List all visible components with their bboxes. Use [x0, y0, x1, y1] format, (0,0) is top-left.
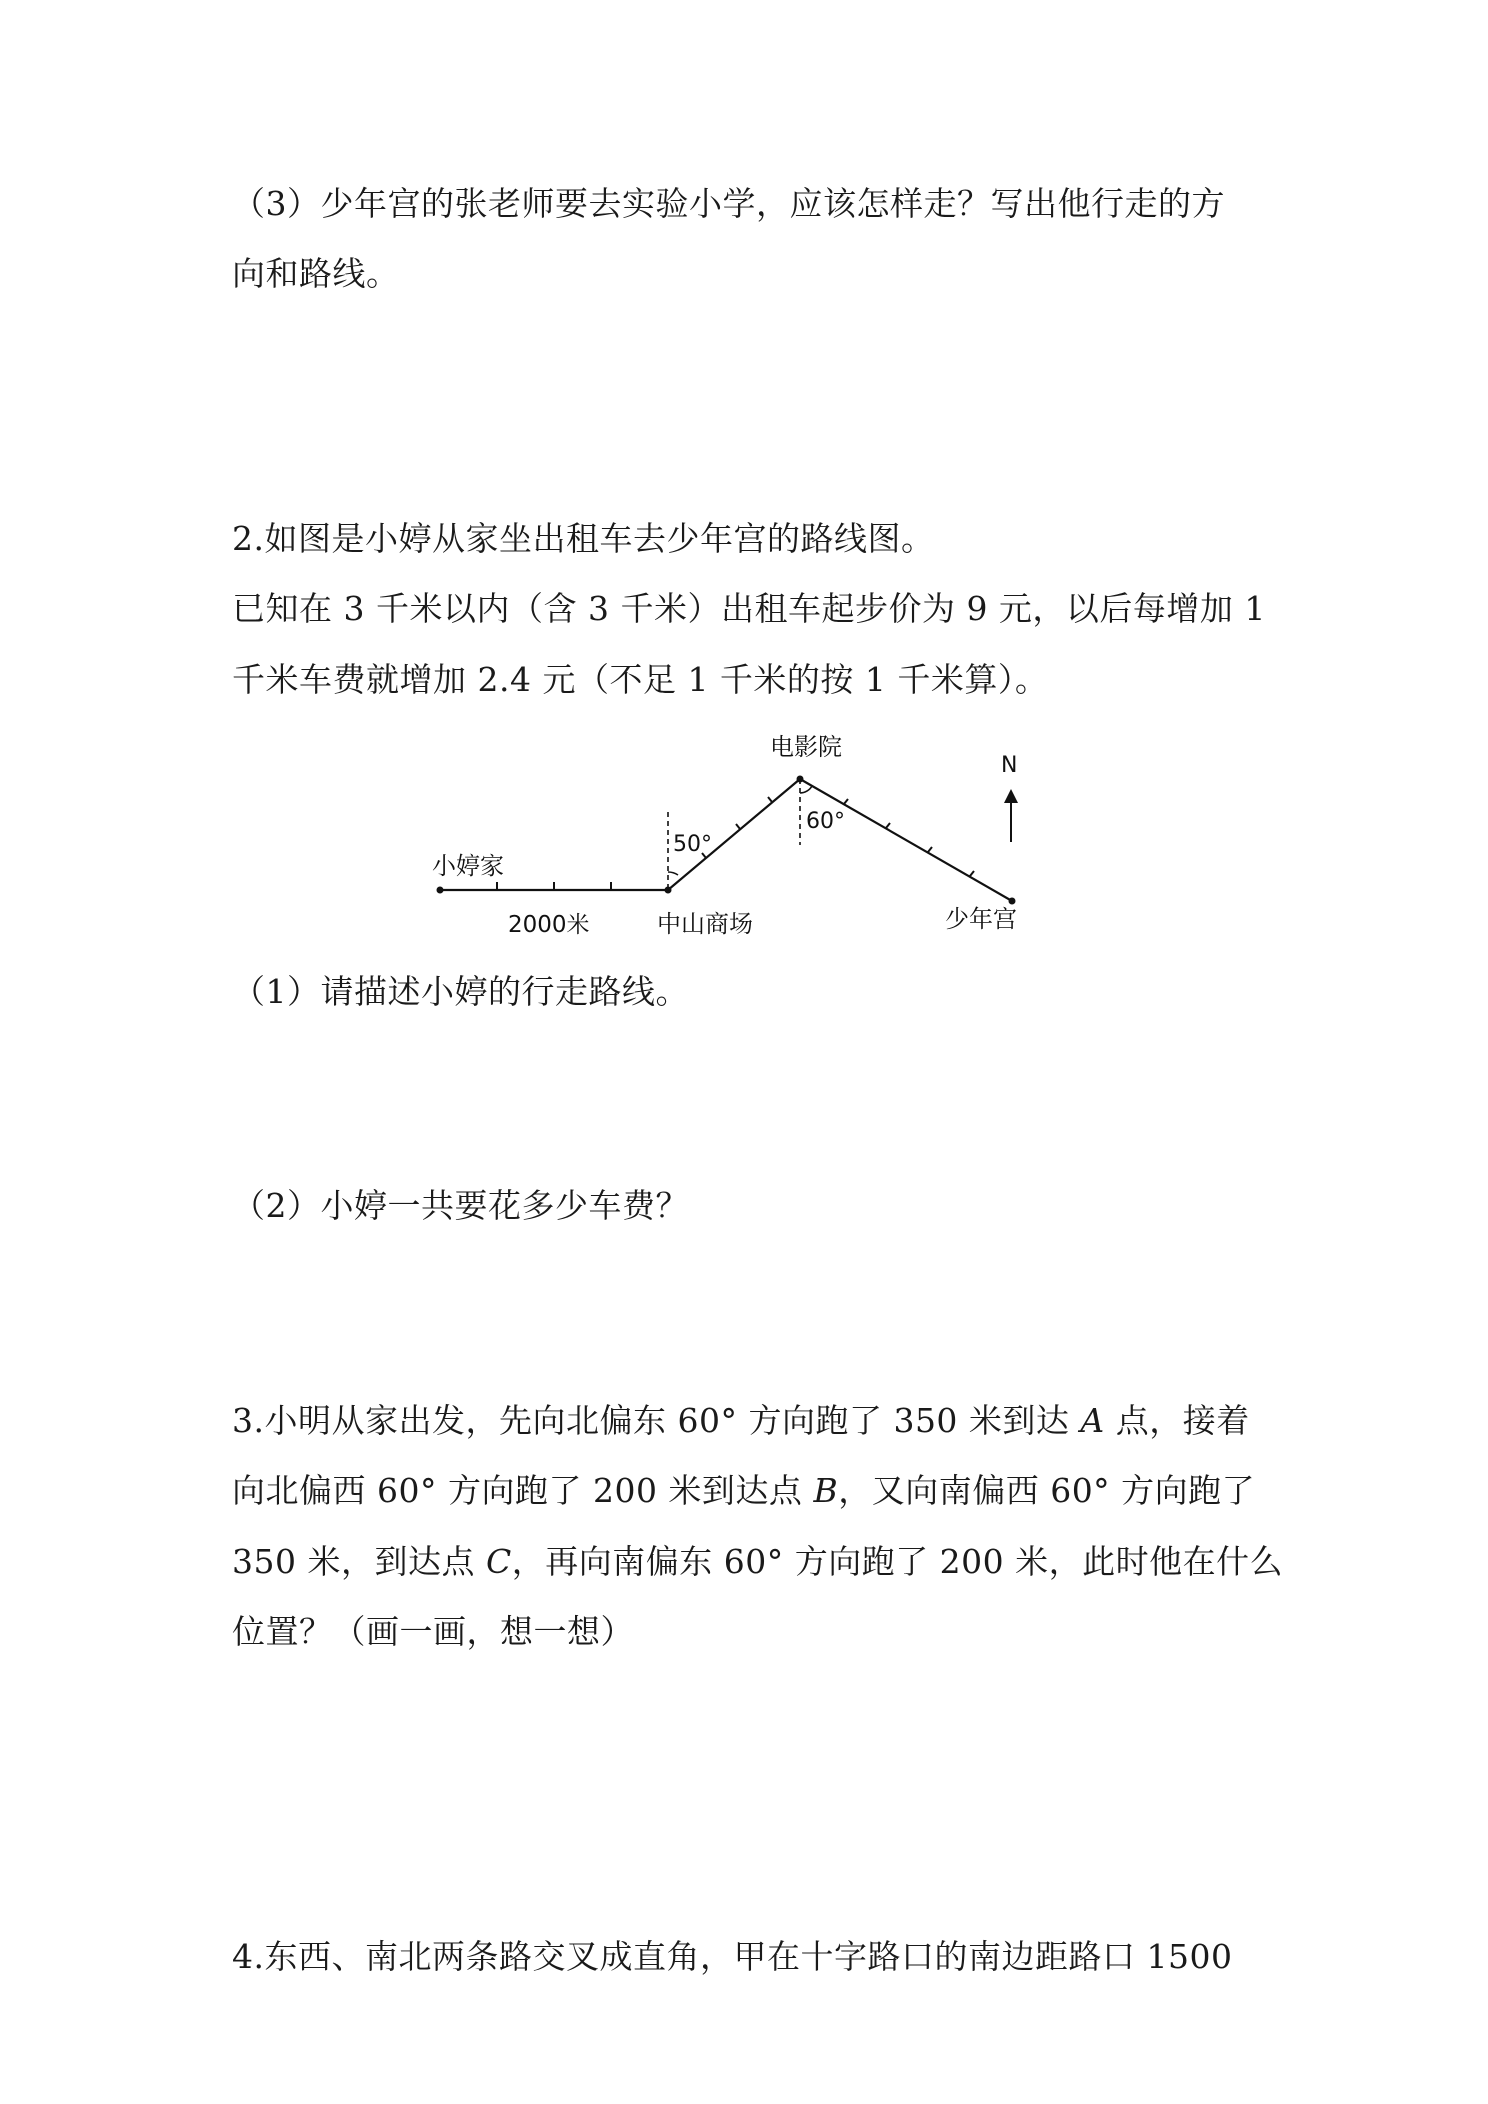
route-diagram [420, 727, 1060, 957]
angle-arc-60 [800, 786, 812, 793]
q3-line4: 位置？（画一画，想一想） [232, 1612, 634, 1651]
q3-line3: 350 米，到达点 C，再向南偏东 60° 方向跑了 200 米，此时他在什么 [232, 1542, 1284, 1581]
scale-tick [970, 871, 974, 876]
scale-tick [844, 799, 848, 804]
q2-part2: （2）小婷一共要花多少车费？ [232, 1186, 689, 1225]
palace-point [1009, 898, 1016, 905]
north-arrow-icon [1004, 789, 1018, 803]
point-a-var: A [1080, 1401, 1105, 1440]
label-angle-50: 50° [673, 832, 712, 857]
route-segment-cinema-palace [800, 779, 1012, 901]
q4-line1: 4.东西、南北两条路交叉成直角，甲在十字路口的南边距路口 1500 [232, 1937, 1233, 1976]
q2-part1: （1）请描述小婷的行走路线。 [232, 972, 689, 1011]
label-mall: 中山商场 [657, 910, 753, 938]
scale-tick [886, 823, 890, 828]
scale-tick [768, 797, 772, 802]
q1-part3-line2: 向和路线。 [232, 254, 400, 293]
label-scale: 2000米 [508, 912, 590, 938]
q1-part3-line1: （3）少年宫的张老师要去实验小学，应该怎样走？写出他行走的方 [232, 184, 1225, 223]
q2-desc-line1: 已知在 3 千米以内（含 3 千米）出租车起步价为 9 元，以后每增加 1 [232, 589, 1266, 628]
label-palace: 少年宫 [945, 905, 1017, 933]
scale-tick [736, 824, 740, 829]
q2-title: 2.如图是小婷从家坐出租车去少年宫的路线图。 [232, 519, 935, 558]
q3-line2: 向北偏西 60° 方向跑了 200 米到达点 B，又向南偏西 60° 方向跑了 [232, 1471, 1256, 1510]
label-angle-60: 60° [806, 809, 845, 834]
label-north: N [1001, 753, 1018, 778]
angle-arc-50 [668, 872, 678, 875]
label-cinema: 电影院 [770, 733, 842, 761]
label-home: 小婷家 [432, 852, 504, 880]
home-point [437, 887, 444, 894]
point-c-var: C [485, 1542, 512, 1581]
q3-line1: 3.小明从家出发，先向北偏东 60° 方向跑了 350 米到达 A 点，接着 [232, 1401, 1250, 1440]
q2-desc-line2: 千米车费就增加 2.4 元（不足 1 千米的按 1 千米算）。 [232, 660, 1049, 699]
scale-tick [928, 847, 932, 852]
point-b-var: B [813, 1471, 839, 1510]
